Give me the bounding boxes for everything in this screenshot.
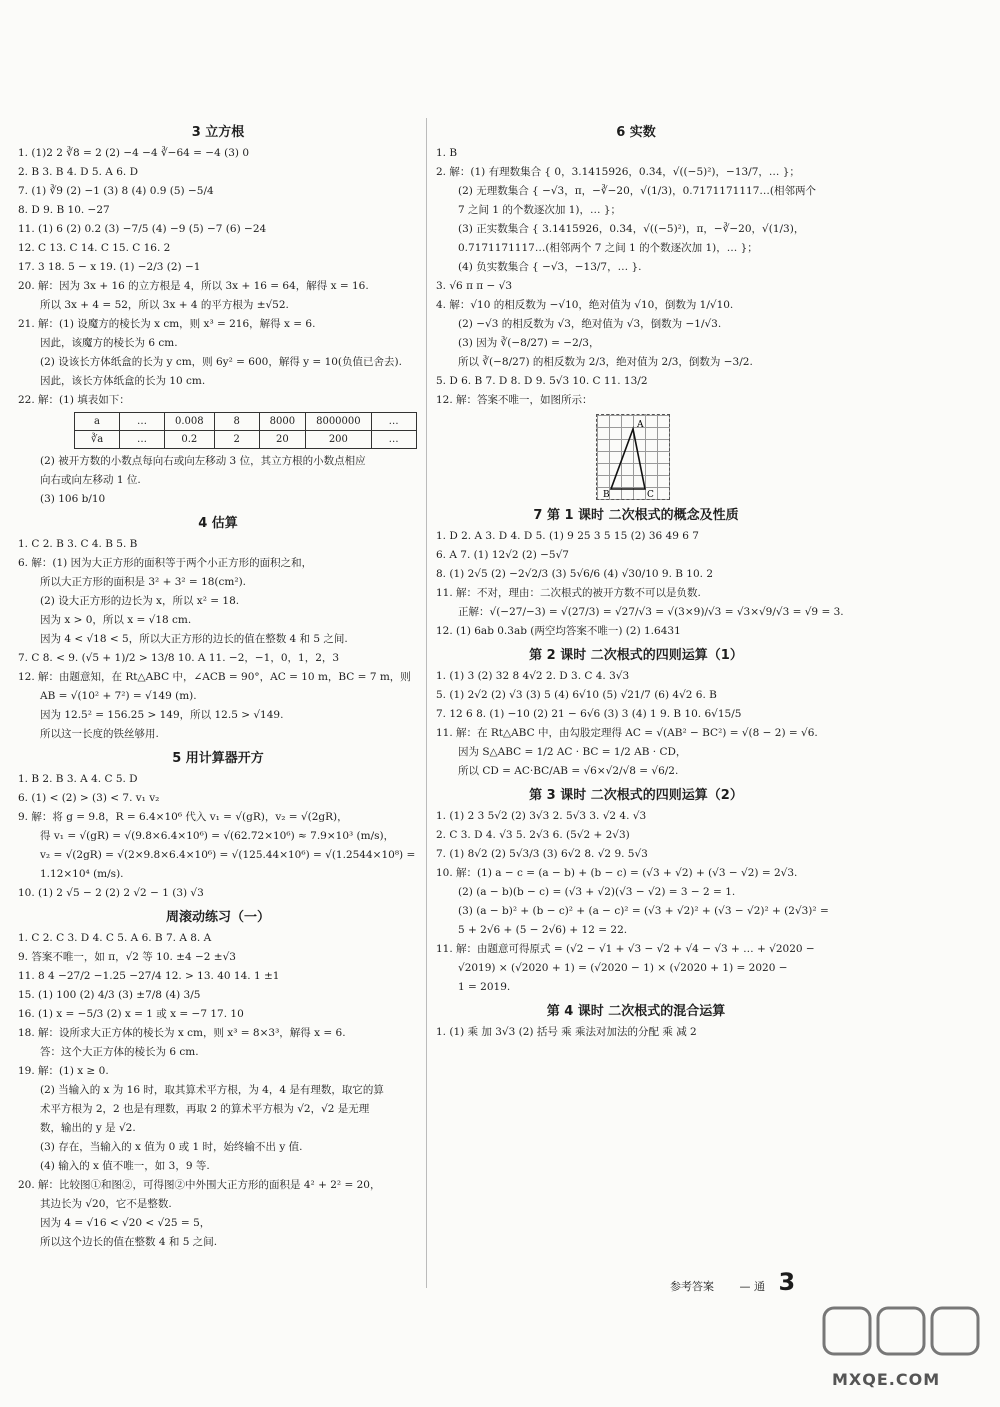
answer-line: 因为 12.5² = 156.25 > 149，所以 12.5 > √149. (40, 709, 284, 721)
answer-line: 1. B 2. B 3. A 4. C 5. D (18, 773, 138, 785)
answer-line: 19. 解：(1) x ≥ 0. (18, 1065, 109, 1077)
answer-line: (2) 设大正方形的边长为 x，所以 x² = 18. (40, 595, 240, 607)
vertex-label-apex: A (637, 420, 644, 430)
answer-line: (4) 输入的 x 值不唯一，如 3，9 等. (40, 1160, 210, 1172)
answer-line: 因为 4 = √16 < √20 < √25 = 5， (40, 1217, 211, 1229)
cube-root-table (74, 412, 417, 449)
answer-line: 所以 ∛(−8/27) 的相反数为 2/3，绝对值为 2/3，倒数为 −3/2. (458, 356, 753, 368)
answer-line: 11. 解：在 Rt△ABC 中，由勾股定理得 AC = √(AB² − BC²) = √(8 − 2) = √6. (436, 727, 818, 739)
answer-line: (2) (a − b)(b − c) = (√3 + √2)(√3 − √2) = 3 − 2 = 1. (458, 886, 736, 898)
answer-line: 21. 解：(1) 设魔方的棱长为 x cm，则 x³ = 216，解得 x = 6. (18, 318, 316, 330)
grid-triangle-figure (596, 414, 670, 500)
vertex-label-left: B (603, 490, 610, 499)
answer-line: v₂ = √(2gR) = √(2×9.8×6.4×10⁶) = √(125.44×10⁶) = √(1.2544×10⁸) = (40, 849, 416, 861)
answer-line: (3) 因为 ∛(−8/27) = −2/3， (458, 337, 600, 349)
answer-line: 所以大正方形的面积是 3² + 3² = 18(cm²). (40, 576, 247, 588)
section-title: 5 用计算器开方 (172, 751, 264, 766)
answer-line: 18. 解：设所求大正方体的棱长为 x cm，则 x³ = 8×3³，解得 x = 6. (18, 1027, 346, 1039)
answer-line: (3) 106 b/10 (40, 493, 106, 505)
answer-line: 7. (1) 8√2 (2) 5√3/3 (3) 6√2 8. √2 9. 5√3 (436, 848, 648, 860)
answer-line: 1.12×10⁴ (m/s). (40, 868, 124, 880)
answer-line: 9. 解：将 g = 9.8，R = 6.4×10⁶ 代入 v₁ = √(gR)，v₂ = √(2gR)， (18, 811, 348, 823)
answer-line: 1. (1)2 2 ∛8 = 2 (2) −4 −4 ∛−64 = −4 (3) 0 (18, 147, 249, 159)
answer-line: 5. D 6. B 7. D 8. D 9. 5√3 10. C 11. 13/2 (436, 375, 648, 387)
table-cell: 200 (306, 431, 372, 449)
footer-mark: — 通 (739, 1280, 765, 1293)
answer-line: 1. D 2. A 3. D 4. D 5. (1) 9 25 3 5 15 (2) 36 49 6 7 (436, 530, 699, 542)
answer-line: 15. (1) 100 (2) 4/3 (3) ±7/8 (4) 3/5 (18, 989, 201, 1001)
watermark-logo (818, 1300, 988, 1396)
answer-line: 向右或向左移动 1 位. (40, 474, 141, 486)
section-title: 第 2 课时 二次根式的四则运算（1） (529, 648, 743, 663)
answer-line: 数，输出的 y 是 √2. (40, 1122, 136, 1134)
answer-line: (2) −√3 的相反数为 √3，绝对值为 √3，倒数为 −1/√3. (458, 318, 722, 330)
answer-line: 术平方根为 2，2 也是有理数，再取 2 的算术平方根为 √2，√2 是无理 (40, 1103, 370, 1115)
answer-line: (3) 存在，当输入的 x 值为 0 或 1 时，始终输不出 y 值. (40, 1141, 303, 1153)
answer-line: (3) (a − b)² + (b − c)² + (a − c)² = (√3 + √2)² + (√3 − √2)² + (2√3)² = (458, 905, 829, 917)
table-cell: … (120, 413, 165, 431)
vertex-label-right: C (647, 490, 654, 499)
section-title: 4 估算 (198, 516, 238, 531)
answer-line: 12. 解：答案不唯一，如图所示： (436, 394, 593, 406)
triangle-abc (611, 429, 645, 489)
answer-line: 6. 解：(1) 因为大正方形的面积等于两个小正方形的面积之和， (18, 557, 313, 569)
answer-line: 10. (1) 2 √5 − 2 (2) 2 √2 − 1 (3) √3 (18, 887, 204, 899)
footer-label: 参考答案 (670, 1280, 714, 1293)
table-row (75, 413, 417, 431)
answer-line: 1. C 2. B 3. C 4. B 5. B (18, 538, 138, 550)
section-title: 第 3 课时 二次根式的四则运算（2） (529, 788, 743, 803)
answer-line: 1. (1) 2 3 5√2 (2) 3√3 2. 5√3 3. √2 4. √3 (436, 810, 647, 822)
answer-line: 因此，该长方体纸盒的长为 10 cm. (40, 375, 206, 387)
answer-line: 11. 解：由题意可得原式 = (√2 − √1 + √3 − √2 + √4 − √3 + … + √2020 − (436, 943, 815, 955)
section-title: 周滚动练习（一） (165, 910, 270, 925)
answer-line: 所以这个边长的值在整数 4 和 5 之间. (40, 1236, 218, 1248)
answer-line: 因为 x > 0，所以 x = √18 cm. (40, 614, 192, 626)
table-cell: ∛a (75, 431, 120, 449)
page-footer (670, 1268, 795, 1296)
answer-line: 7. 12 6 8. (1) −10 (2) 21 − 6√6 (3) 3 (4) 1 9. B 10. 6√15/5 (436, 708, 742, 720)
answer-line: 0.7171171117…(相邻两个 7 之间 1 的个数逐次加 1)，… }； (458, 242, 758, 254)
table-cell: a (75, 413, 120, 431)
answer-line: 4. 解：√10 的相反数为 −√10，绝对值为 √10，倒数为 1/√10. (436, 299, 734, 311)
table-cell: 8000 (259, 413, 305, 431)
answer-line: 22. 解：(1) 填表如下： (18, 394, 130, 406)
answer-line: 7 之间 1 的个数逐次加 1)，… }； (458, 204, 622, 216)
answer-line: 10. 解：(1) a − c = (a − b) + (b − c) = (√3 + √2) + (√3 − √2) = 2√3. (436, 867, 798, 879)
answer-line: (2) 设该长方体纸盒的长为 y cm，则 6y² = 600，解得 y = 10(负值已舍去). (40, 356, 402, 368)
answer-line: 1 = 2019. (458, 981, 511, 993)
answer-line: 20. 解：因为 3x + 16 的立方根是 4，所以 3x + 16 = 64，解得 x = 16. (18, 280, 369, 292)
table-row (75, 431, 417, 449)
answer-line: 7. C 8. < 9. (√5 + 1)/2 > 13/8 10. A 11. −2，−1，0，1，2，3 (18, 652, 340, 664)
table-cell: 20 (259, 431, 305, 449)
triangle-drawing (597, 415, 669, 499)
watermark-text: MXQE.COM (832, 1370, 941, 1389)
answer-line: 所以 CD = AC·BC/AB = √6×√2/√8 = √6/2. (458, 765, 679, 777)
answer-line: 1. B (436, 147, 458, 159)
answer-line: 1. (1) 乘 加 3√3 (2) 括号 乘 乘法对加法的分配 乘 减 2 (436, 1026, 697, 1038)
answer-line: AB = √(10² + 7²) = √149 (m). (40, 690, 197, 702)
answer-line: 17. 3 18. 5 − x 19. (1) −2/3 (2) −1 (18, 261, 201, 273)
answer-line: 所以这一长度的铁丝够用. (40, 728, 159, 740)
page-number: 3 (778, 1268, 796, 1296)
answer-line: 9. 答案不唯一，如 π，√2 等 10. ±4 −2 ±√3 (18, 951, 236, 963)
answer-line: 16. (1) x = −5/3 (2) x = 1 或 x = −7 17. 10 (18, 1008, 244, 1020)
answer-line: 因为 4 < √18 < 5，所以大正方形的边长的值在整数 4 和 5 之间. (40, 633, 348, 645)
answer-line: 7. (1) ∛9 (2) −1 (3) 8 (4) 0.9 (5) −5/4 (18, 185, 214, 197)
answer-line: (2) 当输入的 x 为 16 时，取其算术平方根，为 4，4 是有理数，取它的算 (40, 1084, 384, 1096)
answer-line: 5. (1) 2√2 (2) √3 (3) 5 (4) 6√10 (5) √21/7 (6) 4√2 6. B (436, 689, 717, 701)
answer-line: 8. D 9. B 10. −27 (18, 204, 110, 216)
table-cell: 0.008 (165, 413, 215, 431)
answer-line: 1. C 2. C 3. D 4. C 5. A 6. B 7. A 8. A (18, 932, 212, 944)
answer-line: 6. (1) < (2) > (3) < 7. v₁ v₂ (18, 792, 160, 804)
answer-line: 因此，该魔方的棱长为 6 cm. (40, 337, 178, 349)
answer-line: 8. (1) 2√5 (2) −2√2/3 (3) 5√6/6 (4) √30/10 9. B 10. 2 (436, 568, 714, 580)
table-cell: 0.2 (165, 431, 215, 449)
right-column (436, 118, 844, 1042)
answer-line: 答：这个大正方体的棱长为 6 cm. (40, 1046, 199, 1058)
answer-line: 5 + 2√6 + (5 − 2√6) + 12 = 22. (458, 924, 628, 936)
answer-line: 20. 解：比较图①和图②，可得图②中外围大正方形的面积是 4² + 2² = 20， (18, 1179, 381, 1191)
section-title: 6 实数 (616, 125, 656, 140)
answer-line: 其边长为 √20，它不是整数. (40, 1198, 172, 1210)
table-cell: … (371, 431, 416, 449)
answer-line: 因为 S△ABC = 1/2 AC · BC = 1/2 AB · CD， (458, 746, 687, 758)
answer-line: 12. 解：由题意知，在 Rt△ABC 中，∠ACB = 90°，AC = 10 m，BC = 7 m，则 (18, 671, 411, 683)
column-divider (426, 118, 427, 1288)
answer-line: 1. (1) 3 (2) 32 8 4√2 2. D 3. C 4. 3√3 (436, 670, 630, 682)
answer-line: 11. 8 4 −27/2 −1.25 −27/4 12. > 13. 40 14. 1 ±1 (18, 970, 280, 982)
section-title: 3 立方根 (191, 125, 245, 140)
left-column (18, 118, 418, 1252)
answer-line: 所以 3x + 4 = 52，所以 3x + 4 的平方根为 ±√52. (40, 299, 289, 311)
answer-line: 11. (1) 6 (2) 0.2 (3) −7/5 (4) −9 (5) −7 (6) −24 (18, 223, 267, 235)
table-cell: … (120, 431, 165, 449)
answer-line: 得 v₁ = √(gR) = √(9.8×6.4×10⁶) = √(62.72×10⁶) ≈ 7.9×10³ (m/s)， (40, 830, 395, 842)
section-title: 7 第 1 课时 二次根式的概念及性质 (533, 508, 739, 523)
section-title: 第 4 课时 二次根式的混合运算 (546, 1004, 726, 1019)
table-cell: … (371, 413, 416, 431)
answer-line: 正解：√(−27/−3) = √(27/3) = √27/√3 = √(3×9)/√3 = √3×√9/√3 = √9 = 3. (458, 606, 844, 618)
answer-line: 11. 解：不对，理由：二次根式的被开方数不可以是负数. (436, 587, 701, 599)
answer-line: 12. (1) 6ab 0.3ab (两空均答案不唯一) (2) 1.6431 (436, 625, 681, 637)
answer-line: 2. 解：(1) 有理数集合 { 0，3.1415926，0.3̇4̇，√((−5)²)，−13/7，… }； (436, 166, 800, 178)
watermark-graphic (818, 1300, 988, 1370)
answer-line: √2019) × (√2020 + 1) = (√2020 − 1) × (√2020 + 1) = 2020 − (458, 962, 788, 974)
answer-line: 2. B 3. B 4. D 5. A 6. D (18, 166, 138, 178)
answer-line: (3) 正实数集合 { 3.1415926，0.3̇4̇，√((−5)²)，π，−∛−20，√(1/3)， (458, 223, 805, 235)
table-cell: 8 (214, 413, 259, 431)
answer-line: 3. √6 π π − √3 (436, 280, 513, 292)
answer-line: 2. C 3. D 4. √3 5. 2√3 6. (5√2 + 2√3) (436, 829, 630, 841)
answer-line: (2) 无理数集合 { −√3，π，−∛−20，√(1/3)，0.7171171117…(相邻两个 (458, 185, 816, 197)
answer-line: 12. C 13. C 14. C 15. C 16. 2 (18, 242, 171, 254)
answer-line: (2) 被开方数的小数点每向右或向左移动 3 位，其立方根的小数点相应 (40, 455, 366, 467)
answer-line: (4) 负实数集合 { −√3，−13/7，… }. (458, 261, 642, 273)
answer-line: 6. A 7. (1) 12√2 (2) −5√7 (436, 549, 569, 561)
table-cell: 8000000 (306, 413, 372, 431)
table-cell: 2 (214, 431, 259, 449)
